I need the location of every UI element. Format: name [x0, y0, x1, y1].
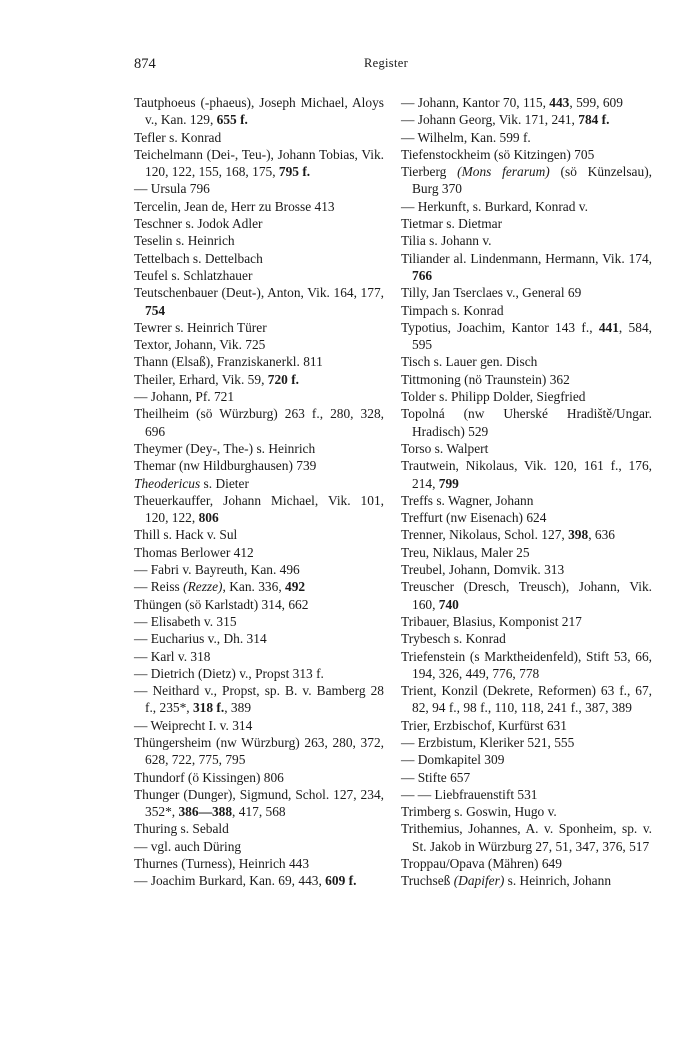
index-entry: — Ursula 796	[134, 181, 210, 197]
index-entry: Tietmar s. Dietmar	[401, 216, 503, 232]
index-entry: Tettelbach s. Dettelbach	[134, 250, 263, 266]
index-entry: — Neithard v., Propst, sp. B. v. Bamberg 28 f., 235*, 318 f., 389	[134, 683, 384, 716]
index-entry: Treuscher (Dresch, Treusch), Johann, Vik. 160, 740	[401, 579, 652, 612]
index-entry: Thundorf (ö Kissingen) 806	[134, 769, 284, 785]
index-entry: Themar (nw Hildburghausen) 739	[134, 458, 317, 474]
index-entry: Trier, Erzbischof, Kurfürst 631	[401, 717, 567, 733]
index-entry: — vgl. auch Düring	[134, 838, 242, 854]
index-entry: Tiefenstockheim (sö Kitzingen) 705	[401, 146, 595, 162]
index-entry: Teschner s. Jodok Adler	[134, 216, 263, 232]
index-entry: — Herkunft, s. Burkard, Konrad v.	[401, 198, 588, 214]
index-entry: Tefler s. Konrad	[134, 129, 222, 145]
index-entry: Truchseß (Dapifer) s. Heinrich, Johann	[401, 873, 612, 889]
index-entry: Theilheim (sö Würzburg) 263 f., 280, 328, 696	[134, 406, 384, 439]
index-entry: — Domkapitel 309	[401, 752, 505, 768]
index-entry: — Elisabeth v. 315	[134, 613, 237, 629]
index-entry: Thüngen (sö Karlstadt) 314, 662	[134, 596, 309, 612]
index-entry: Treffurt (nw Eisenach) 624	[401, 510, 547, 526]
index-entry: — Erzbistum, Kleriker 521, 555	[401, 734, 575, 750]
index-entry: Theiler, Erhard, Vik. 59, 720 f.	[134, 371, 300, 387]
index-entry: — Joachim Burkard, Kan. 69, 443, 609 f.	[134, 873, 357, 889]
index-entry: Tisch s. Lauer gen. Disch	[401, 354, 538, 370]
index-entry: Trenner, Nikolaus, Schol. 127, 398, 636	[401, 527, 615, 543]
index-entry: Trimberg s. Goswin, Hugo v.	[401, 804, 557, 820]
index-entry: Textor, Johann, Vik. 725	[134, 337, 266, 353]
page-number: 874	[134, 56, 156, 72]
index-entry: — Johann, Pf. 721	[134, 389, 235, 405]
index-entry: Thann (Elsaß), Franziskanerkl. 811	[134, 354, 323, 370]
index-entry: Treffs s. Wagner, Johann	[401, 492, 534, 508]
index-entry: Tiliander al. Lindenmann, Hermann, Vik. 174, 766	[401, 250, 652, 283]
index-entry: Thüngersheim (nw Würzburg) 263, 280, 372, 628, 722, 775, 795	[134, 734, 384, 768]
index-entry: Tolder s. Philipp Dolder, Siegfried	[401, 389, 586, 405]
index-entry: — Reiss (Rezze), Kan. 336, 492	[134, 579, 306, 595]
index-entry: Theymer (Dey-, The-) s. Heinrich	[134, 440, 316, 456]
index-column-right	[401, 94, 652, 890]
index-entry: — Johann, Kantor 70, 115, 443, 599, 609	[401, 95, 623, 110]
index-entry: Tierberg (Mons ferarum) (sö Künzelsau), Burg 370	[401, 164, 653, 197]
index-entry: — Fabri v. Bayreuth, Kan. 496	[134, 562, 300, 578]
index-entry: Thurnes (Turness), Heinrich 443	[134, 856, 310, 872]
index-entry: Treu, Niklaus, Maler 25	[401, 544, 530, 560]
index-entry: Teichelmann (Dei-, Teu-), Johann Tobias, Vik. 120, 122, 155, 168, 175, 795 f.	[134, 146, 384, 180]
index-entry: Tittmoning (nö Traunstein) 362	[401, 371, 570, 387]
index-entry: — Karl v. 318	[134, 648, 211, 664]
index-column-left	[134, 94, 384, 890]
index-entry: Tewrer s. Heinrich Türer	[134, 319, 267, 335]
index-entry: Troppau/Opava (Mähren) 649	[401, 856, 562, 872]
running-title: Register	[363, 56, 409, 70]
index-entry: — Eucharius v., Dh. 314	[134, 631, 267, 647]
index-entry: Thunger (Dunger), Sigmund, Schol. 127, 234, 352*, 386—388, 417, 568	[134, 786, 384, 820]
index-entry: Teufel s. Schlatzhauer	[134, 267, 253, 283]
index-entry: Teutschenbauer (Deut-), Anton, Vik. 164, 177, 754	[134, 285, 384, 318]
index-entry: Tribauer, Blasius, Komponist 217	[401, 613, 582, 629]
index-entry: Treubel, Johann, Domvik. 313	[401, 562, 565, 578]
index-entry: Trithemius, Johannes, A. v. Sponheim, sp. v. St. Jakob in Würzburg 27, 51, 347, 376, 517	[401, 821, 652, 854]
index-entry: — — Liebfrauenstift 531	[401, 786, 538, 802]
index-entry: — Johann Georg, Vik. 171, 241, 784 f.	[401, 112, 610, 128]
index-entry: Triefenstein (s Marktheidenfeld), Stift 53, 66, 194, 326, 449, 776, 778	[401, 648, 652, 681]
index-entry: Typotius, Joachim, Kantor 143 f., 441, 584, 595	[401, 319, 652, 353]
index-entry: Theodericus s. Dieter	[134, 475, 249, 491]
index-entry: Tilly, Jan Tserclaes v., General 69	[401, 285, 582, 301]
index-entry: Trautwein, Nikolaus, Vik. 120, 161 f., 176, 214, 799	[401, 458, 652, 491]
index-entry: Trient, Konzil (Dekrete, Reformen) 63 f., 67, 82, 94 f., 98 f., 110, 118, 241 f., 387, 389	[401, 683, 652, 716]
index-entry: Thomas Berlower 412	[134, 544, 254, 560]
index-entry: Thill s. Hack v. Sul	[134, 527, 238, 543]
index-entry: — Weiprecht I. v. 314	[134, 717, 253, 733]
index-entry: — Wilhelm, Kan. 599 f.	[401, 129, 531, 145]
index-entry: — Stifte 657	[401, 769, 471, 785]
index-entry: — Dietrich (Dietz) v., Propst 313 f.	[134, 665, 324, 681]
index-entry: Torso s. Walpert	[401, 440, 489, 456]
index-entry: Trybesch s. Konrad	[401, 631, 506, 647]
index-entry: Theuerkauffer, Johann Michael, Vik. 101, 120, 122, 806	[134, 492, 384, 526]
index-entry: Tercelin, Jean de, Herr zu Brosse 413	[134, 198, 335, 214]
index-entry: Thuring s. Sebald	[134, 821, 229, 837]
index-entry: Teselin s. Heinrich	[134, 233, 235, 249]
index-entry: Tautphoeus (-phaeus), Joseph Michael, Aloys v., Kan. 129, 655 f.	[134, 95, 384, 128]
index-entry: Topolná (nw Uherské Hradiště/Ungar. Hradisch) 529	[401, 406, 652, 439]
index-entry: Timpach s. Konrad	[401, 302, 504, 318]
index-entry: Tilia s. Johann v.	[401, 233, 492, 249]
